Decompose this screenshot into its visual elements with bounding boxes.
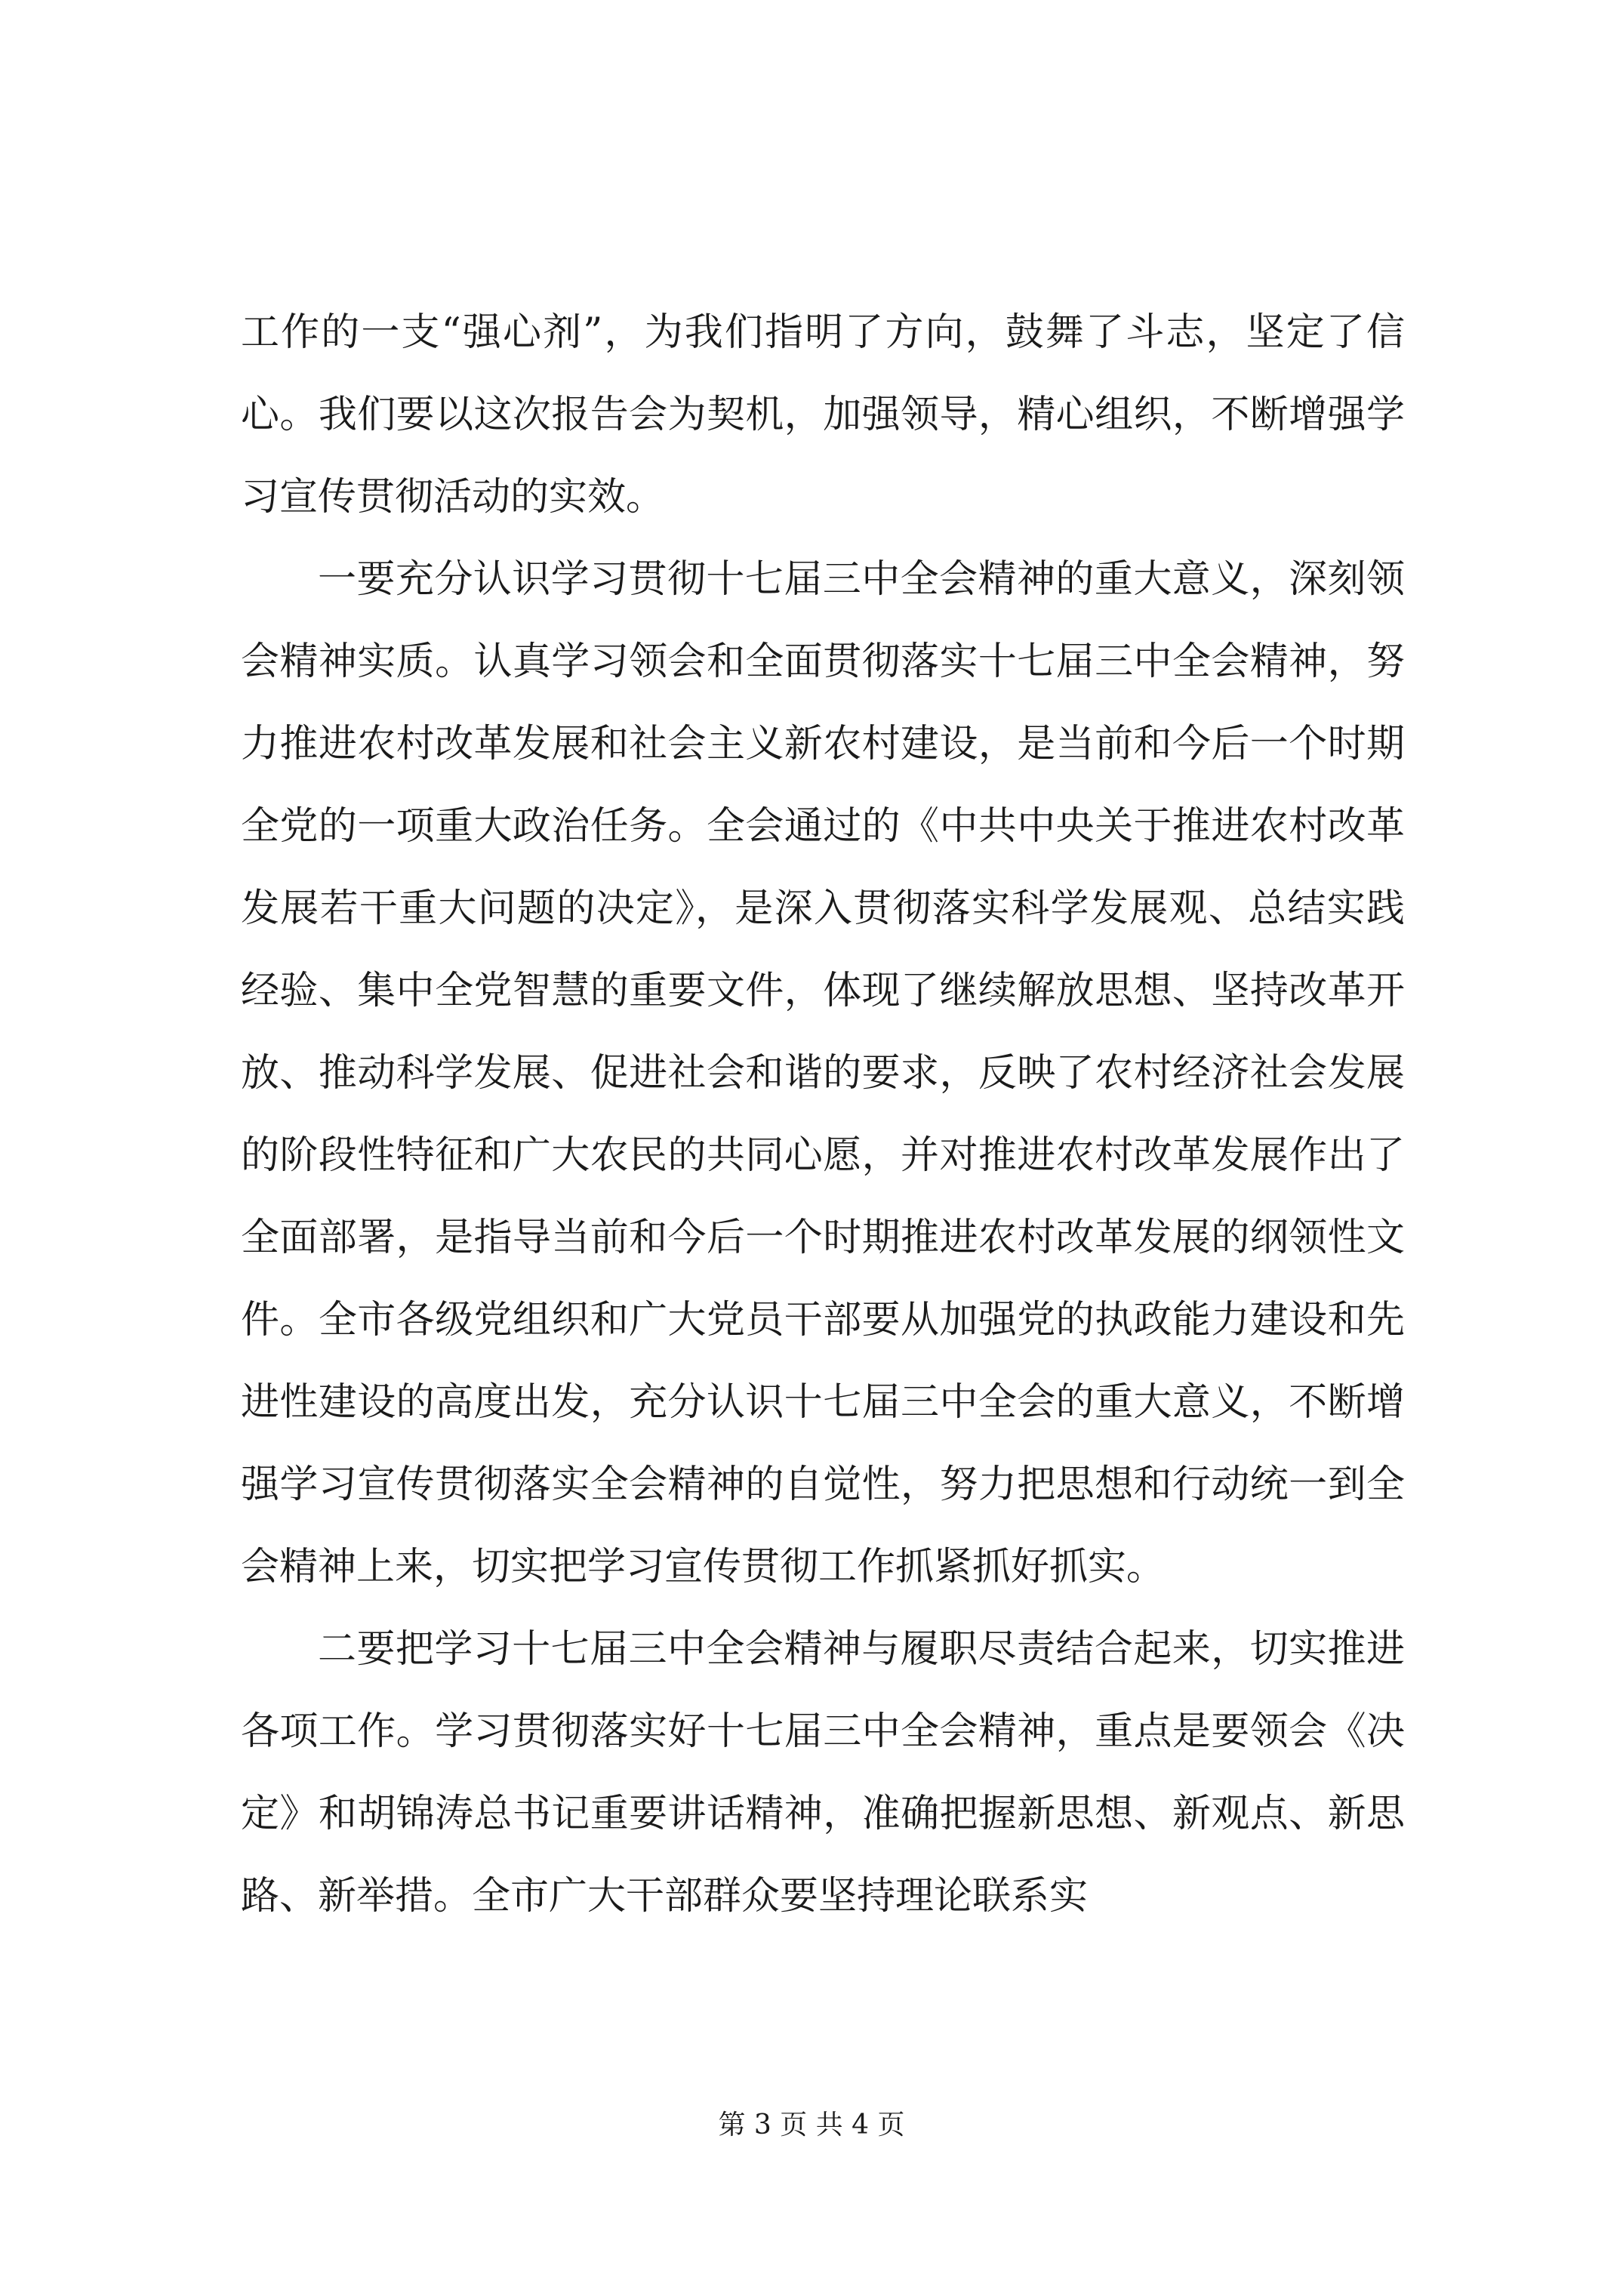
document-body [241, 291, 1405, 1937]
paragraph-2: 一要充分认识学习贯彻十七届三中全会精神的重大意义，深刻领会精神实质。认真学习领会和全面贯彻落实十七届三中全会精神，努力推进农村改革发展和社会主义新农村建设，是当前和今后一个时期全党的一项重大政治任务。全会通过的《中共中央关于推进农村改革发展若干重大问题的决定》，是深入贯彻落实科学发展观、总结实践经验、集中全党智慧的重要文件，体现了继续解放思想、坚持改革开放、推动科学发展、促进社会和谐的要求，反映了农村经济社会发展的阶段性特征和广大农民的共同心愿，并对推进农村改革发展作出了全面部署，是指导当前和今后一个时期推进农村改革发展的纲领性文件。全市各级党组织和广大党员干部要从加强党的执政能力建设和先进性建设的高度出发，充分认识十七届三中全会的重大意义，不断增强学习宣传贯彻落实全会精神的自觉性，努力把思想和行动统一到全会精神上来，切实把学习宣传贯彻工作抓紧抓好抓实。 [241, 557, 1405, 1589]
paragraph-1: 工作的一支“强心剂”，为我们指明了方向，鼓舞了斗志，坚定了信心。我们要以这次报告会为契机，加强领导，精心组织，不断增强学习宣传贯彻活动的实效。 [241, 310, 1405, 519]
page-footer: 第 3 页 共 4 页 [718, 2110, 905, 2140]
paragraph-3: 二要把学习十七届三中全会精神与履职尽责结合起来，切实推进各项工作。学习贯彻落实好十七届三中全会精神，重点是要领会《决定》和胡锦涛总书记重要讲话精神，准确把握新思想、新观点、新思路、新举措。全市广大干部群众要坚持理论联系实 [241, 1627, 1405, 1918]
